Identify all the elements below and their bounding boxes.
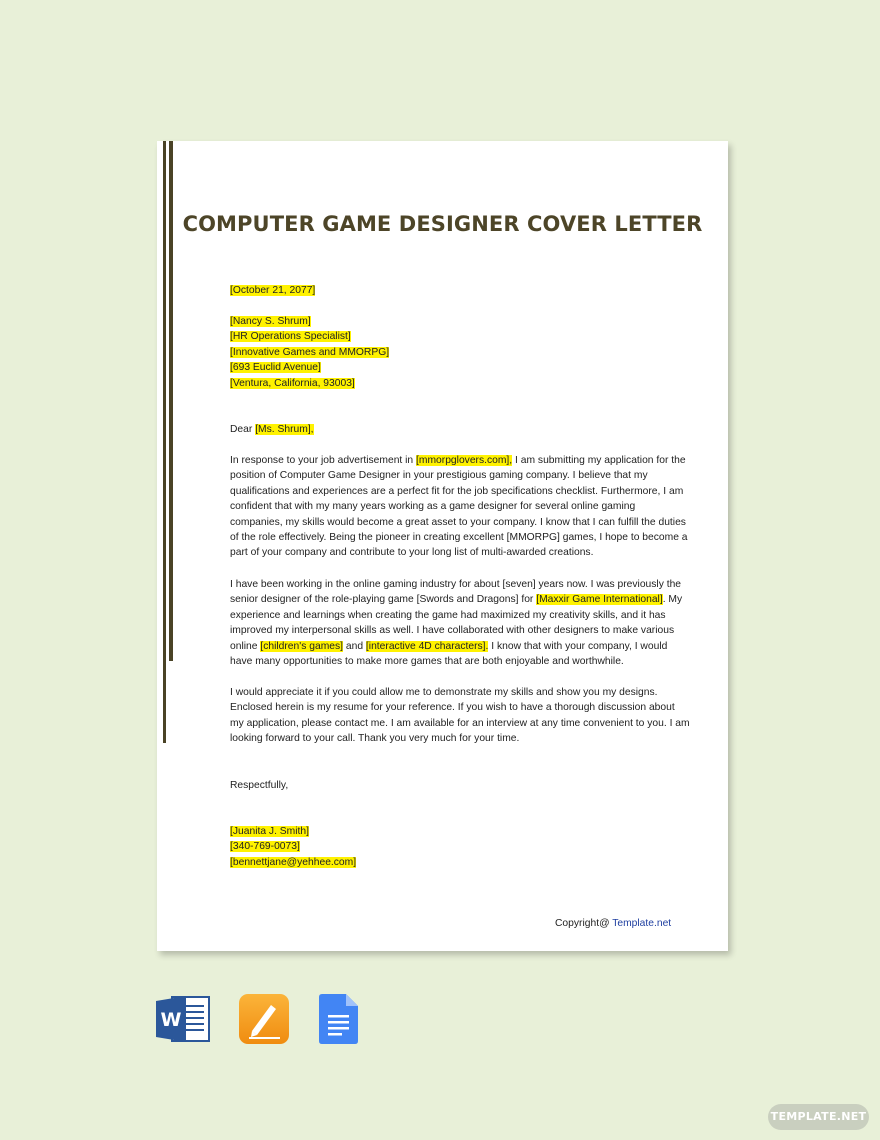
sender-email: [bennettjane@yehhee.com] [230, 856, 357, 868]
template-link[interactable]: Template.net [612, 918, 672, 929]
recipient-position: [HR Operations Specialist] [230, 331, 351, 343]
salutation: Dear [Ms. Shrum], [230, 424, 314, 435]
sender-block [230, 824, 690, 870]
recipient-street: [693 Euclid Avenue] [230, 362, 321, 374]
closing: Respectfully, [230, 780, 289, 791]
recipient-block [230, 314, 690, 391]
recipient-company: [Innovative Games and MMORPG] [230, 346, 390, 358]
paragraph-3: I would appreciate it if you could allow me to demonstrate my skills and show you my designs. Enclosed herein is my resume for your reference. If you wish to have a thorough discussion about my application, please contact me. I am available for an interview at any time convenient to you. I am looking forward to your call. Thank you very much for your time. [230, 687, 690, 745]
paragraph-2: I have been working in the online gaming industry for about [seven] years now. I was previously the senior designer of the role-playing game [Swords and Dragons] for [Maxxir Game International]. My experience and learnings when creating the game had maximized my creativity skills, and it has improved my interpersonal skills as well. I have collaborated with other designers to make various online [children's games] and [interactive 4D characters]. I know that with your company, I would have many opportunities to make more games that are both enjoyable and worthwhile. [230, 579, 683, 668]
copyright: Copyright@ Template.net [555, 918, 672, 929]
letter-date: [October 21, 2077] [230, 285, 316, 296]
sender-phone: [340-769-0073] [230, 841, 300, 853]
letter-title: COMPUTER GAME DESIGNER COVER LETTER [182, 212, 703, 236]
recipient-city: [Ventura, California, 93003] [230, 377, 355, 389]
google-docs-icon[interactable] [317, 993, 359, 1045]
svg-text:W: W [160, 1009, 182, 1031]
template-net-badge: TEMPLATE.NET [768, 1104, 869, 1130]
pages-icon[interactable] [238, 993, 290, 1045]
word-icon[interactable] [154, 993, 212, 1045]
sender-name: [Juanita J. Smith] [230, 826, 309, 837]
recipient-name: [Nancy S. Shrum] [230, 316, 311, 327]
paragraph-1: In response to your job advertisement in [mmorpglovers.com], I am submitting my application for the position of Computer Game Designer in your prestigious gaming company. I believe that my qualifications and experiences are a perfect fit for the job specifications checklist. Furthermore, I am confident that with my many years working as a game designer for several online gaming companies, my skills would become a great asset to your company. I know that I can fulfill the duties of the role effectively. Being the pioneer in creating excellent [MMORPG] games, I hope to become a part of your company and contribute to your long list of multi-awarded creations. [230, 455, 688, 559]
